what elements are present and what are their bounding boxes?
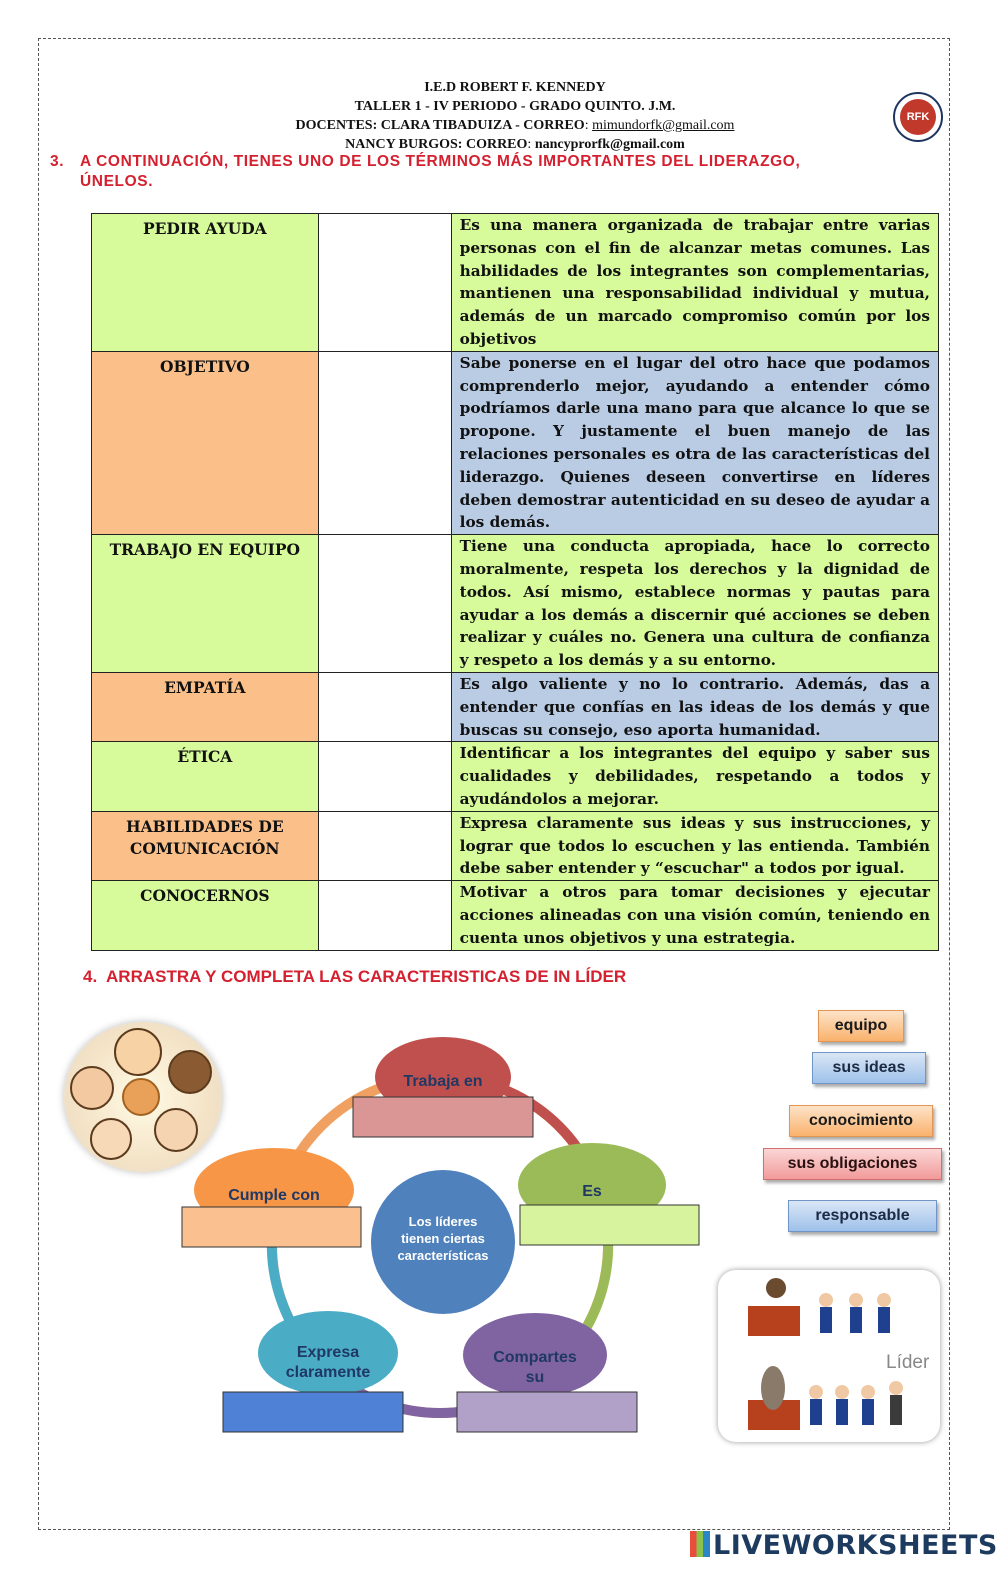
word-chip[interactable]: responsable <box>788 1200 937 1232</box>
worker-body-icon <box>836 1399 848 1425</box>
email-link[interactable]: mimundorfk@gmail.com <box>592 118 735 133</box>
liveworksheets-footer[interactable] <box>690 1530 998 1561</box>
drop-zone-left[interactable] <box>182 1207 361 1247</box>
leader-vs-boss-image <box>718 1270 940 1442</box>
leader-body-icon <box>890 1395 902 1425</box>
child-face <box>114 1028 162 1076</box>
center-text-line3: características <box>397 1248 489 1263</box>
definition-cell[interactable]: Identificar a los integrantes del equipo y saber sus cualidades y debilidades, respetando a todos y ayudándolos a mejorar. <box>451 742 938 811</box>
drop-zone-bottom-left[interactable] <box>223 1392 403 1432</box>
term-cell[interactable]: HABILIDADES DE COMUNICACIÓN <box>92 811 319 880</box>
footer-text: LIVEWORKSHEETS <box>713 1530 998 1561</box>
table-row <box>92 214 939 352</box>
child-face <box>70 1066 114 1110</box>
term-cell[interactable]: TRABAJO EN EQUIPO <box>92 535 319 673</box>
leader-diagram <box>170 1030 710 1440</box>
worker-body-icon <box>862 1399 874 1425</box>
definition-cell[interactable]: Tiene una conducta apropiada, hace lo correcto moralmente, respeta los derechos y la dignidad de todos. Así mismo, establece normas y pautas para ayudar a los demás a discernir qué acciones se deben realizar y cuáles no. Genera una cultura de confianza y respeto a los demás y a su entorno. <box>451 535 938 673</box>
logo-text: RFK <box>900 99 936 135</box>
table-row <box>92 881 939 950</box>
question-text-line2: ÚNELOS. <box>80 173 154 190</box>
worksheet-header <box>150 78 880 154</box>
worker-body-icon <box>810 1399 822 1425</box>
word-chip[interactable]: equipo <box>818 1010 904 1042</box>
question-text: ARRASTRA Y COMPLETA LAS CARACTERISTICAS DE IN LÍDER <box>106 967 627 986</box>
term-cell[interactable]: PEDIR AYUDA <box>92 214 319 352</box>
teacher2-line: NANCY BURGOS: CORREO: nancyprorfk@gmail.com <box>345 137 685 152</box>
word-chip[interactable]: sus obligaciones <box>763 1148 942 1180</box>
table-row <box>92 742 939 811</box>
empty-chair-icon <box>761 1366 785 1410</box>
definition-cell[interactable]: Motivar a otros para tomar decisiones y ejecutar acciones alineadas con una visión común, teniendo en cuenta unos objetivos y una estrategia. <box>451 881 938 950</box>
table-row <box>92 351 939 534</box>
node-bottom-left-line2: claramente <box>285 1364 371 1381</box>
question-3-instruction <box>50 152 910 192</box>
match-line-area[interactable] <box>318 881 451 950</box>
word-chip[interactable]: conocimiento <box>789 1105 933 1137</box>
node-right-label: Es <box>582 1183 602 1200</box>
term-cell[interactable]: OBJETIVO <box>92 351 319 534</box>
definition-cell[interactable]: Es algo valiente y no lo contrario. Además, das a entender que confías en las ideas de los demás y que buscas su consejo, eso aporta humanidad. <box>451 672 938 741</box>
drop-zone-top[interactable] <box>353 1097 533 1137</box>
leader-icon <box>889 1381 903 1395</box>
school-name: I.E.D ROBERT F. KENNEDY <box>424 80 606 95</box>
question-4-instruction <box>83 967 626 987</box>
definition-cell[interactable]: Expresa claramente sus ideas y sus instrucciones, y lograr que todos lo escuchen y las entienda. También debe saber entender y “escuchar" a todos por igual. <box>451 811 938 880</box>
question-number: 3. <box>50 153 65 170</box>
match-line-area[interactable] <box>318 811 451 880</box>
boss-icon <box>766 1278 786 1298</box>
match-line-area[interactable] <box>318 672 451 741</box>
question-text-line1: A CONTINUACIÓN, TIENES UNO DE LOS TÉRMINOS MÁS IMPORTANTES DEL LIDERAZGO, <box>80 153 801 170</box>
hands-together <box>122 1078 160 1116</box>
center-text-line1: Los líderes <box>408 1214 478 1229</box>
worker-icon <box>861 1385 875 1399</box>
match-line-area[interactable] <box>318 742 451 811</box>
liveworksheets-logo-icon <box>690 1531 710 1557</box>
definition-cell[interactable]: Es una manera organizada de trabajar entre varias personas con el fin de alcanzar metas comunes. Las habilidades de los integrantes son complementarias, mantienen una responsabilidad individual y mutua, además de un marcado compromiso común por los objetivos <box>451 214 938 352</box>
worker-body-icon <box>850 1307 862 1333</box>
term-cell[interactable]: ÉTICA <box>92 742 319 811</box>
node-bottom-right-line2: su <box>525 1369 545 1386</box>
desk-icon <box>748 1306 800 1336</box>
match-line-area[interactable] <box>318 214 451 352</box>
node-top-label: Trabaja en <box>403 1073 483 1090</box>
drop-zone-bottom-right[interactable] <box>457 1392 637 1432</box>
worker-body-icon <box>878 1307 890 1333</box>
term-cell[interactable]: CONOCERNOS <box>92 881 319 950</box>
node-bottom-right-line1: Compartes <box>493 1349 577 1366</box>
child-face <box>90 1118 132 1160</box>
center-text-line2: tienen ciertas <box>401 1231 485 1246</box>
match-line-area[interactable] <box>318 351 451 534</box>
worker-icon <box>819 1293 833 1307</box>
definition-cell[interactable]: Sabe ponerse en el lugar del otro hace que podamos comprenderlo mejor, ayudando a entender cómo podríamos darle una mano para que alcance lo que se propone. Y justamente el buen manejo de las relaciones personales es otra de las características del liderazgo. Quienes deseen convertirse en líderes deben demostrar autenticidad en su deseo de ayudar a los demás. <box>451 351 938 534</box>
table-row <box>92 672 939 741</box>
term-cell[interactable]: EMPATÍA <box>92 672 319 741</box>
question-number: 4. <box>83 967 98 986</box>
email2: nancyprorfk@gmail.com <box>534 137 685 152</box>
match-line-area[interactable] <box>318 535 451 673</box>
worker-icon <box>809 1385 823 1399</box>
table-row <box>92 535 939 673</box>
school-logo <box>893 92 943 142</box>
drop-zone-right[interactable] <box>520 1205 699 1245</box>
leader-label: Líder <box>886 1352 930 1373</box>
node-left-label: Cumple con <box>228 1187 320 1204</box>
worker-body-icon <box>820 1307 832 1333</box>
worker-icon <box>849 1293 863 1307</box>
word-chip[interactable]: sus ideas <box>812 1052 926 1084</box>
worker-icon <box>835 1385 849 1399</box>
node-bottom-left-line1: Expresa <box>296 1344 360 1361</box>
table-row <box>92 811 939 880</box>
workshop-title: TALLER 1 - IV PERIODO - GRADO QUINTO. J.M. <box>354 99 676 114</box>
worker-icon <box>877 1293 891 1307</box>
matching-table <box>91 213 939 951</box>
teachers-line: DOCENTES: CLARA TIBADUIZA - CORREO: mimundorfk@gmail.com <box>295 118 735 133</box>
